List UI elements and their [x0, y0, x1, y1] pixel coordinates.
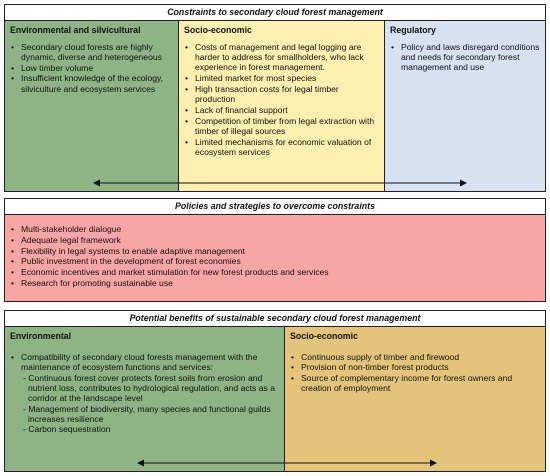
list-item: • Adequate legal framework [10, 235, 540, 245]
policies-title: Policies and strategies to overcome constraints [5, 199, 545, 215]
list-item: • Multi-stakeholder dialogue [10, 224, 540, 234]
benefits-title: Potential benefits of sustainable secondary cloud forest management [5, 311, 545, 327]
list-item: • Competition of timber from legal extraction with timber of illegal sources [184, 116, 379, 137]
benefits-double-arrow [137, 459, 437, 467]
list-item: • Public investment in the development of forest economies [10, 256, 540, 266]
constraints-panel [4, 4, 546, 192]
policies-panel [4, 198, 546, 302]
socio-economic-benefits-heading: Socio-economic [290, 331, 358, 341]
socio-economic-constraints-list [184, 42, 379, 158]
sub-item: - Management of biodiversity, many species and functional guilds increases resilience [23, 403, 271, 424]
list-item: • Lack of financial support [184, 105, 379, 115]
socio-economic-constraints-column [179, 21, 385, 191]
list-item: • Limited market for most species [184, 73, 379, 83]
environmental-constraints-heading: Environmental and silvicultural [10, 25, 141, 35]
list-item: • Low timber volume [10, 63, 173, 73]
policies-column [5, 215, 545, 301]
socio-economic-benefits-list [290, 352, 540, 394]
environmental-benefits-heading: Environmental [10, 331, 72, 341]
list-item: • Limited mechanisms for economic valuation of ecosystem services [184, 137, 379, 158]
regulatory-constraints-list [390, 42, 540, 73]
policies-list [10, 224, 540, 288]
regulatory-constraints-heading: Regulatory [390, 25, 436, 35]
list-item: • Provision of non-timber forest products [290, 362, 540, 372]
benefits-panel [4, 310, 546, 472]
environmental-constraints-column [5, 21, 179, 191]
list-item: • High transaction costs for legal timber production [184, 84, 379, 105]
list-item: • Research for promoting sustainable use [10, 278, 540, 288]
list-item: • Costs of management and legal logging are harder to address for smallholders, who lack experience in forest management. [184, 42, 379, 73]
constraints-title: Constraints to secondary cloud forest management [5, 5, 545, 21]
sub-item: - Carbon sequestration [23, 424, 111, 435]
socio-economic-benefits-column [285, 327, 545, 471]
socio-economic-constraints-heading: Socio-economic [184, 25, 252, 35]
list-item: • Economic incentives and market stimulation for new forest products and services [10, 267, 540, 277]
list-item: • Continuous supply of timber and firewood [290, 352, 540, 362]
environmental-benefits-list [10, 352, 279, 373]
list-item: • Secondary cloud forests are highly dynamic, diverse and heterogeneous [10, 42, 173, 63]
list-item: • Insufficient knowledge of the ecology, silviculture and ecosystem services [10, 73, 173, 94]
constraints-double-arrow [93, 179, 467, 187]
list-item: • Policy and laws disregard conditions and needs for secondary forest management and use [390, 42, 540, 73]
regulatory-constraints-column [385, 21, 545, 191]
environmental-constraints-list [10, 42, 173, 95]
environmental-benefits-column [5, 327, 285, 471]
list-item: • Compatibility of secondary cloud forests management with the maintenance of ecosystem functions and services: [10, 352, 279, 373]
list-item: • Source of complementary income for forest owners and creation of employment [290, 373, 540, 394]
list-item: • Flexibility in legal systems to enable adaptive management [10, 246, 540, 256]
sub-item: - Continuous forest cover protects forest soils from erosion and nutrient loss, contributes to hydrological regulation, and acts as a corridor at the landscape level [23, 372, 275, 404]
